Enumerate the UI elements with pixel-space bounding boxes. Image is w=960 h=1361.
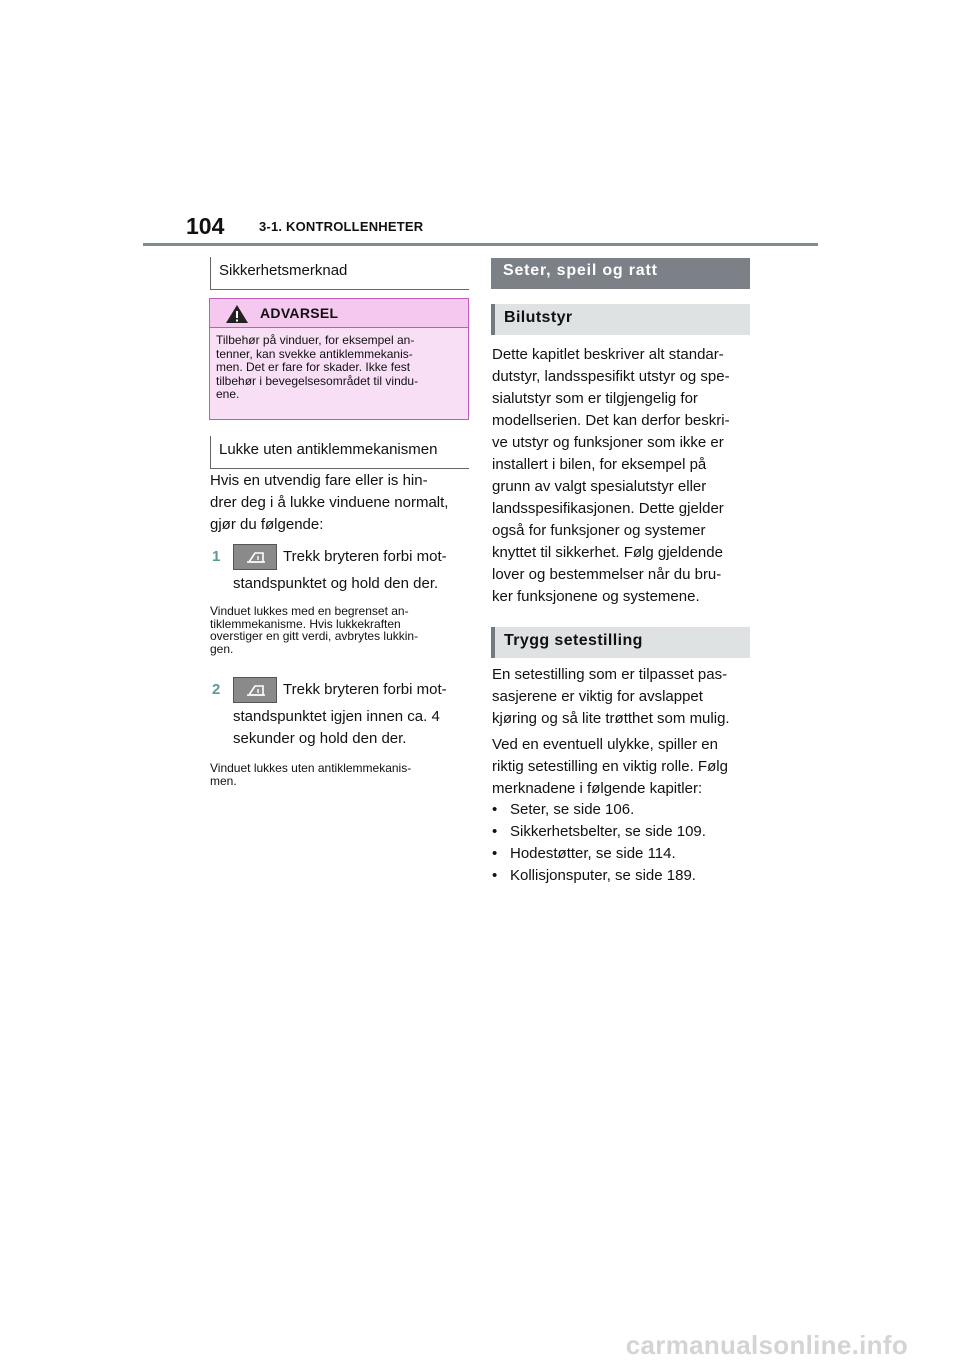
- seat-paragraph-1: [492, 664, 754, 730]
- step-number: 2: [212, 681, 221, 698]
- warning-line: tenner, kan svekke antiklemmekanis-: [216, 346, 413, 361]
- text-line: ker funksjonene og systemene.: [492, 588, 700, 605]
- bullet: •: [492, 867, 498, 884]
- step-2-line: sekunder og hold den der.: [233, 730, 407, 747]
- safety-notice-heading: Sikkerhetsmerknad: [210, 257, 469, 290]
- text-line: riktig setestilling en viktig rolle. Følg: [492, 758, 728, 775]
- seat-paragraph-2: [492, 734, 754, 800]
- text-line: Dette kapitlet beskriver alt standar-: [492, 346, 724, 363]
- text-line: merknadene i følgende kapitler:: [492, 780, 703, 797]
- note-line: gen.: [210, 641, 234, 656]
- close-without-anti-pinch-heading: Lukke uten antiklemmekanismen: [210, 436, 469, 469]
- list-item: [492, 865, 754, 887]
- text-line: ve utstyr og funksjoner som ikke er: [492, 434, 724, 451]
- window-switch-icon: [233, 544, 277, 570]
- warning-line: men. Det er fare for skader. Ikke fest: [216, 360, 411, 374]
- list-item: [492, 843, 754, 865]
- step-1-first-line: Trekk bryteren forbi mot-: [283, 548, 447, 565]
- text-line: gjør du følgende:: [210, 516, 324, 533]
- bullet: •: [492, 823, 498, 840]
- window-switch-icon: [233, 677, 277, 703]
- text-line: knyttet til sikkerhet. Følg gjeldende: [492, 544, 723, 561]
- warning-line: Tilbehør på vinduer, for eksempel an-: [216, 333, 415, 347]
- section-title: 3-1. KONTROLLENHETER: [259, 219, 424, 234]
- note-line: tiklemmekanisme. Hvis lukkekraften: [210, 616, 401, 631]
- warning-header: [210, 299, 468, 328]
- text-line: En setestilling som er tilpasset pas-: [492, 666, 728, 683]
- step-2-line: standspunktet igjen innen ca. 4: [233, 708, 440, 725]
- text-line: modellserien. Det kan derfor beskri-: [492, 412, 730, 429]
- list-item: [492, 821, 754, 843]
- note-line: men.: [210, 773, 237, 788]
- list-item: [492, 799, 754, 821]
- close-intro-paragraph: [210, 470, 470, 536]
- watermark: carmanualsonline.info: [625, 1330, 908, 1360]
- text-line: grunn av valgt spesialutstyr eller: [492, 478, 707, 495]
- reference-list: [492, 799, 754, 887]
- chapter-title: Seter, speil og ratt: [491, 258, 750, 289]
- seat-position-heading: Trygg setestilling: [491, 627, 750, 658]
- reference-text: Seter, se side 106.: [510, 801, 635, 818]
- text-line: også for funksjoner og systemer: [492, 522, 706, 539]
- text-line: Hvis en utvendig fare eller is hin-: [210, 472, 428, 489]
- text-line: sialutstyr som er tilgjengelig for: [492, 390, 698, 407]
- step-1-line: standspunktet og hold den der.: [233, 575, 439, 592]
- equipment-heading: Bilutstyr: [491, 304, 750, 335]
- warning-triangle-icon: [225, 304, 249, 324]
- note-line: overstiger en gitt verdi, avbrytes lukkin-: [210, 629, 419, 643]
- text-line: kjøring og så lite trøtthet som mulig.: [492, 710, 730, 727]
- text-line: drer deg i å lukke vinduene normalt,: [210, 494, 449, 511]
- warning-box: [209, 298, 469, 420]
- reference-text: Sikkerhetsbelter, se side 109.: [510, 823, 706, 840]
- warning-line: tilbehør i bevegelsesområdet til vindu-: [216, 373, 419, 388]
- text-line: installert i bilen, for eksempel på: [492, 456, 707, 473]
- bullet: •: [492, 801, 498, 818]
- text-line: landsspesifikasjonen. Dette gjelder: [492, 500, 724, 517]
- warning-line: ene.: [216, 387, 240, 401]
- reference-text: Hodestøtter, se side 114.: [510, 845, 676, 862]
- text-line: Ved en eventuell ulykke, spiller en: [492, 736, 718, 753]
- page-number: 104: [186, 213, 225, 239]
- step-1-note: [210, 605, 470, 655]
- step-2-first-line: Trekk bryteren forbi mot-: [283, 681, 447, 698]
- step-number: 1: [212, 548, 221, 565]
- text-line: dutstyr, landsspesifikt utstyr og spe-: [492, 368, 730, 385]
- bullet: •: [492, 845, 498, 862]
- reference-text: Kollisjonsputer, se side 189.: [510, 867, 696, 884]
- note-line: Vinduet lukkes uten antiklemmekanis-: [210, 761, 412, 775]
- text-line: lover og bestemmelser når du bru-: [492, 566, 722, 583]
- text-line: sasjerene er viktig for avslappet: [492, 688, 703, 705]
- warning-text: [210, 328, 468, 419]
- step-2-note: [210, 762, 470, 787]
- note-line: Vinduet lukkes med en begrenset an-: [210, 604, 409, 618]
- warning-label: ADVARSEL: [260, 305, 339, 321]
- equipment-paragraph: [492, 344, 754, 608]
- header-divider: [143, 243, 818, 246]
